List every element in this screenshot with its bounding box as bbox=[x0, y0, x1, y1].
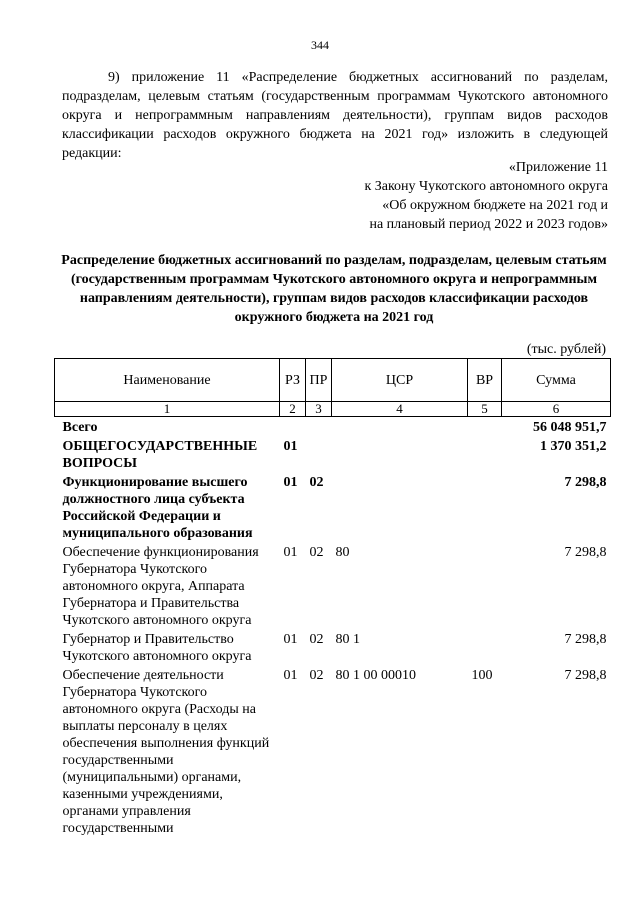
units-label: (тыс. рублей) bbox=[526, 342, 606, 357]
table-header-row bbox=[55, 359, 611, 402]
row-vr bbox=[468, 474, 502, 544]
row-sum: 7 298,8 bbox=[564, 632, 607, 647]
appendix-reference bbox=[364, 158, 608, 234]
row-rz: 01 bbox=[283, 668, 298, 683]
table-row bbox=[55, 474, 611, 544]
row-csr bbox=[332, 417, 468, 439]
column-number: 2 bbox=[280, 402, 306, 417]
table-row bbox=[55, 667, 611, 839]
column-number: 4 bbox=[332, 402, 468, 417]
row-pr: 02 bbox=[309, 632, 324, 647]
table-row bbox=[55, 631, 611, 667]
row-csr: 80 1 bbox=[335, 632, 360, 647]
row-pr bbox=[306, 438, 332, 474]
row-vr bbox=[468, 544, 502, 631]
table-row bbox=[55, 417, 611, 439]
header-sum: Сумма bbox=[502, 359, 611, 402]
row-rz: 01 bbox=[283, 475, 298, 490]
table-row bbox=[55, 544, 611, 631]
row-sum: 1 370 351,2 bbox=[540, 439, 607, 454]
column-number: 3 bbox=[306, 402, 332, 417]
document-title: Распределение бюджетных ассигнований по разделам, подразделам, целевым статьям (государственным программам Чукотского автономного округа и непрограммным направлениям деятельности), группам видов расходов классификации расходов окружного бюджета на 2021 год bbox=[61, 253, 607, 325]
row-vr bbox=[468, 438, 502, 474]
row-name: Обеспечение деятельности Губернатора Чукотского автономного округа (Расходы на выплаты персоналу в целях обеспечения выполнения функций государственными (муниципальными) органами, казенными учреждениями, органами управления государственными bbox=[62, 668, 270, 836]
header-rz: РЗ bbox=[280, 359, 306, 402]
column-number: 6 bbox=[502, 402, 611, 417]
appendix-ref-line: «Об окружном бюджете на 2021 год и bbox=[382, 198, 608, 213]
row-sum: 7 298,8 bbox=[564, 545, 607, 560]
row-rz bbox=[280, 417, 306, 439]
appendix-ref-line: к Закону Чукотского автономного округа bbox=[364, 179, 608, 194]
row-csr: 80 1 00 00010 bbox=[335, 668, 416, 683]
row-pr: 02 bbox=[309, 545, 324, 560]
row-pr: 02 bbox=[309, 475, 324, 490]
header-pr: ПР bbox=[306, 359, 332, 402]
row-sum: 56 048 951,7 bbox=[533, 420, 607, 435]
row-sum: 7 298,8 bbox=[564, 668, 607, 683]
row-rz: 01 bbox=[283, 439, 298, 454]
row-name: Обеспечение функционирования Губернатора Чукотского автономного округа, Аппарата Губернатора и Правительства Чукотского автономного округа bbox=[62, 545, 259, 628]
row-rz: 01 bbox=[283, 545, 298, 560]
row-sum: 7 298,8 bbox=[564, 475, 607, 490]
row-name: ОБЩЕГОСУДАРСТВЕННЫЕ ВОПРОСЫ bbox=[62, 439, 258, 471]
intro-paragraph: 9) приложение 11 «Распределение бюджетных ассигнований по разделам, подразделам, целевым статьям (государственным программам Чукотского автономного округа и непрограммным направлениям деятельности), группам видов расходов классификации расходов окружного бюджета на 2021 год» изложить в следующей редакции: bbox=[62, 70, 608, 161]
page-number: 344 bbox=[311, 38, 329, 52]
row-name: Функционирование высшего должностного лица субъекта Российской Федерации и муниципального образования bbox=[62, 475, 253, 541]
header-csr: ЦСР bbox=[332, 359, 468, 402]
row-name: Всего bbox=[62, 420, 98, 435]
row-csr bbox=[332, 474, 468, 544]
column-number-row bbox=[55, 402, 611, 417]
appendix-ref-line: «Приложение 11 bbox=[508, 160, 608, 175]
row-csr: 80 bbox=[335, 545, 350, 560]
column-number: 1 bbox=[55, 402, 280, 417]
budget-table bbox=[54, 358, 611, 839]
column-number: 5 bbox=[468, 402, 502, 417]
header-vr: ВР bbox=[468, 359, 502, 402]
table-row bbox=[55, 438, 611, 474]
row-name: Губернатор и Правительство Чукотского автономного округа bbox=[62, 632, 252, 664]
row-rz: 01 bbox=[283, 632, 298, 647]
header-name: Наименование bbox=[55, 359, 280, 402]
row-vr bbox=[468, 631, 502, 667]
row-pr bbox=[306, 417, 332, 439]
appendix-ref-line: на плановый период 2022 и 2023 годов» bbox=[369, 217, 608, 232]
row-pr: 02 bbox=[309, 668, 324, 683]
row-vr bbox=[468, 417, 502, 439]
row-vr: 100 bbox=[471, 668, 493, 683]
row-csr bbox=[332, 438, 468, 474]
